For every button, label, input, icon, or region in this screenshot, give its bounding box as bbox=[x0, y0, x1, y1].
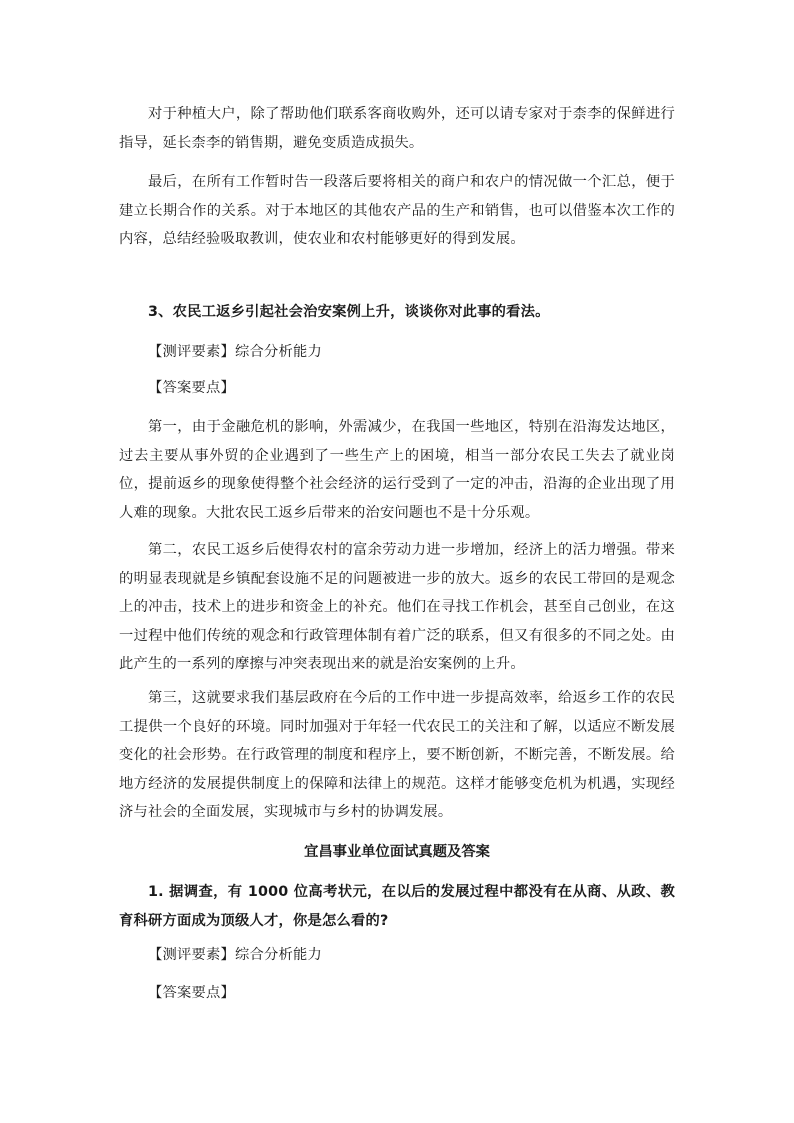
question-1-heading bbox=[119, 878, 675, 935]
question-1-answer-label bbox=[119, 979, 675, 1008]
paragraph-advice-growers bbox=[119, 100, 675, 157]
paragraph-text: 第一，由于金融危机的影响，外需减少，在我国一些地区，特别在沿海发达地区，过去主要从事外贸的企业遇到了一些生产上的困境，相当一部分农民工失去了就业岗位，提前返乡的现象使得整个社会经济的运行受到了一定的冲击，沿海的企业出现了用人难的现象。大批农民工返乡后带来的治安问题也不是十分乐观。 bbox=[119, 419, 675, 521]
paragraph-text: 第三，这就要求我们基层政府在今后的工作中进一步提高效率，给返乡工作的农民工提供一个良好的环境。同时加强对于年轻一代农民工的关注和了解，以适应不断发展变化的社会形势。在行政管理的制度和程序上，要不断创新，不断完善，不断发展。给地方经济的发展提供制度上的保障和法律上的规范。这样才能够变危机为机遇，实现经济与社会的全面发展，实现城市与乡村的协调发展。 bbox=[119, 690, 675, 820]
question-3-answer-label bbox=[119, 374, 675, 403]
question-3-assessment bbox=[119, 338, 675, 367]
question-3-heading bbox=[119, 298, 675, 327]
question-text: 1. 据调查，有 1000 位高考状元，在以后的发展过程中都没有在从商、从政、教育科研方面成为顶级人才，你是怎么看的? bbox=[119, 884, 675, 929]
question-3-answer-3 bbox=[119, 684, 675, 827]
section-title: 宜昌事业单位面试真题及答案 bbox=[304, 844, 490, 860]
paragraph-text: 第二，农民工返乡后使得农村的富余劳动力进一步增加，经济上的活力增强。带来的明显表现就是乡镇配套设施不足的问题被进一步的放大。返乡的农民工带回的是观念上的冲击，技术上的进步和资金上的补充。他们在寻找工作机会，甚至自己创业，在这一过程中他们传统的观念和行政管理体制有着广泛的联系，但又有很多的不同之处。由此产生的一系列的摩擦与冲突表现出来的就是治安案例的上升。 bbox=[119, 542, 675, 672]
question-text: 3、农民工返乡引起社会治安案例上升，谈谈你对此事的看法。 bbox=[148, 304, 550, 320]
question-3-answer-2 bbox=[119, 536, 675, 679]
assessment-element-text: 【测评要素】综合分析能力 bbox=[148, 344, 322, 360]
paragraph-text: 对于种植大户，除了帮助他们联系客商收购外，还可以请专家对于柰李的保鲜进行指导，延长柰李的销售期，避免变质造成损失。 bbox=[119, 106, 675, 151]
assessment-element-text: 【测评要素】综合分析能力 bbox=[148, 947, 322, 963]
answer-label-text: 【答案要点】 bbox=[148, 985, 235, 1001]
paragraph-summary bbox=[119, 168, 675, 254]
question-3-answer-1 bbox=[119, 413, 675, 527]
paragraph-text: 最后，在所有工作暂时告一段落后要将相关的商户和农户的情况做一个汇总，便于建立长期合作的关系。对于本地区的其他农产品的生产和销售，也可以借鉴本次工作的内容，总结经验吸取教训，使农业和农村能够更好的得到发展。 bbox=[119, 174, 675, 247]
question-1-assessment bbox=[119, 941, 675, 970]
answer-label-text: 【答案要点】 bbox=[148, 380, 235, 396]
